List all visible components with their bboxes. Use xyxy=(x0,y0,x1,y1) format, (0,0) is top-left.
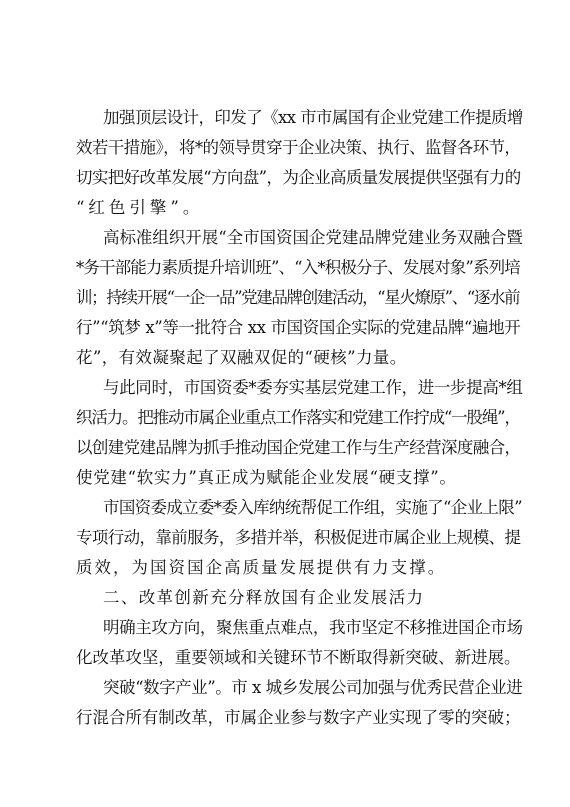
text-line: 以创建党建品牌为抓手推动国企党建工作与生产经营深度融合， xyxy=(76,438,521,457)
text-line: 与此同时，市国资委*委夯实基层党建工作，进一步提高*组 xyxy=(103,378,523,397)
text-line: 专项行动，靠前服务，多措并举，积极促进市属企业上规模、提 xyxy=(76,528,521,547)
section-heading: 二、改革创新充分释放国有企业发展活力 xyxy=(103,588,425,607)
text-line: 化改革攻坚，重要领域和关键环节不断取得新突破、新进展。 xyxy=(76,648,521,667)
text-line: 行”“筑梦 x”等一批符合 xx 市国资国企实际的党建品牌“遍地开 xyxy=(76,318,521,337)
text-line: 市国资委成立委*委入库纳统帮促工作组，实施了“企业上限” xyxy=(103,498,522,517)
text-line: 织活力。把推动市属企业重点工作落实和党建工作拧成“一股绳”， xyxy=(76,408,520,427)
text-line: 加强顶层设计，印发了《xx 市市属国有企业党建工作提质增 xyxy=(103,108,523,127)
text-line: 行混合所有制改革，市属企业参与数字产业实现了零的突破； xyxy=(76,708,521,727)
text-line: 训；持续开展“一企一品”党建品牌创建活动，“星火燎原”、“逐水前 xyxy=(76,288,520,307)
text-line: 质效，为国资国企高质量发展提供有力支撑。 xyxy=(76,558,447,577)
text-line: “红色引擎”。 xyxy=(76,198,204,217)
text-line: 效若干措施》，将*的领导贯穿于企业决策、执行、监督各环节， xyxy=(76,138,521,157)
text-line: 高标准组织开展“全市国资国企党建品牌党建业务双融合暨 xyxy=(103,228,523,247)
text-line: 突破“数字产业”。市 x 城乡发展公司加强与优秀民营企业进 xyxy=(103,678,523,697)
text-line: 明确主攻方向，聚焦重点难点，我市坚定不移推进国企市场 xyxy=(103,618,523,637)
text-line: 花”，有效凝聚起了双融双促的“硬核”力量。 xyxy=(76,348,407,367)
text-line: *务干部能力素质提升培训班”、“入*积极分子、发展对象”系列培 xyxy=(76,258,520,277)
text-line: 切实把好改革发展“方向盘”，为企业高质量发展提供坚强有力的 xyxy=(76,168,521,187)
text-line: 使党建“软实力”真正成为赋能企业发展“硬支撑”。 xyxy=(76,468,457,487)
